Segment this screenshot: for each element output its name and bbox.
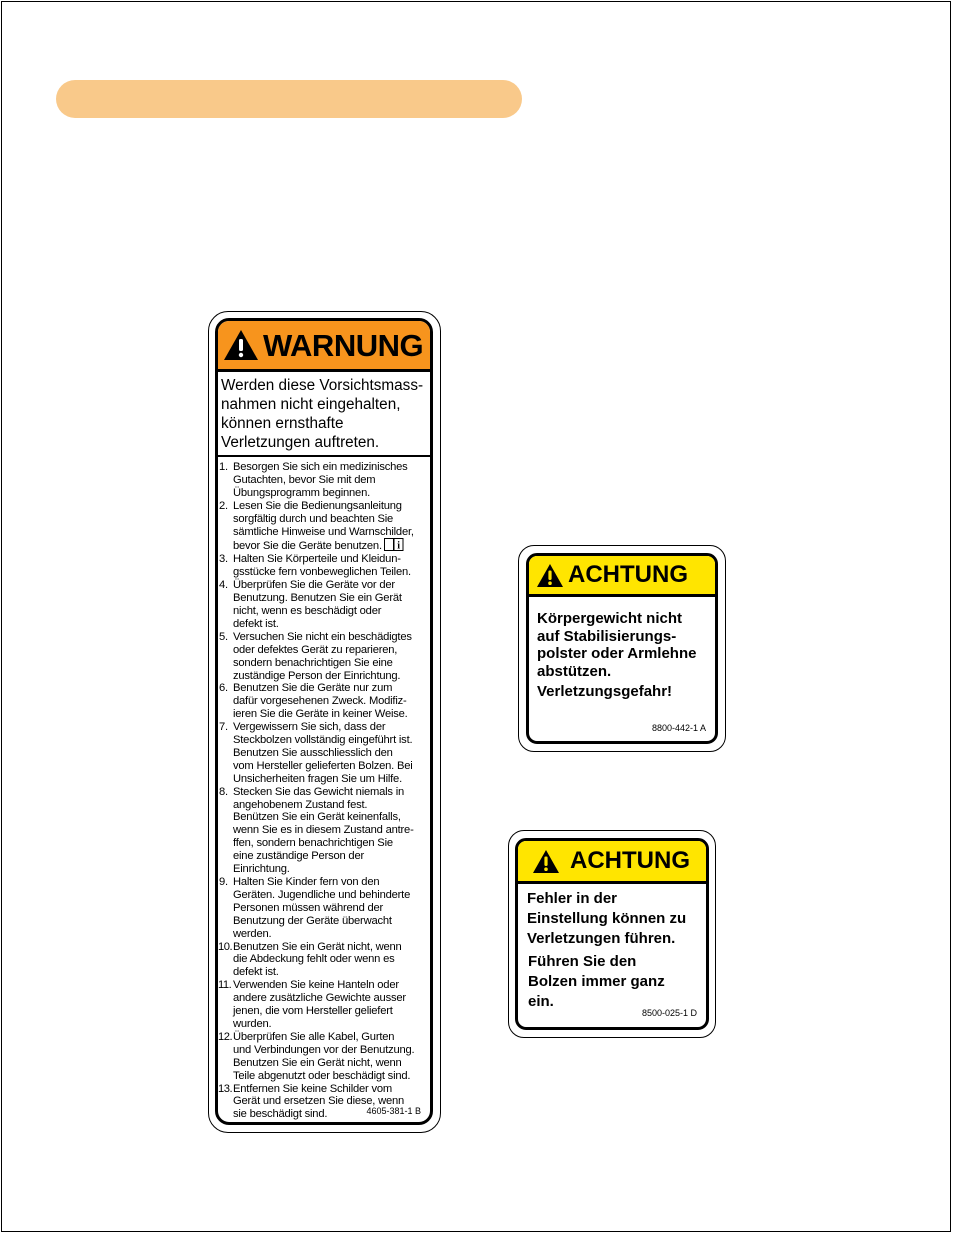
warnung-item-text: Verwenden Sie keine Hanteln oder andere zusätzliche Gewichte ausser jenen, die vom Hersteller geliefert wurden. (233, 979, 406, 1030)
warning-triangle-icon (536, 563, 564, 588)
achtung-2-title: ACHTUNG (570, 847, 690, 874)
warnung-item-number: 7. (219, 721, 228, 734)
warnung-item-text: Halten Sie Kinder fern von den Geräten. Jugendliche und behinderte Personen müssen während der Benutzung der Geräte überwacht werden. (233, 876, 411, 940)
svg-text:i: i (397, 540, 400, 552)
warning-triangle-icon (223, 329, 259, 361)
warnung-item (218, 579, 430, 631)
warnung-item-number: 12. (218, 1030, 233, 1043)
achtung-2-action: Führen Sie den Bolzen immer ganz ein. (528, 953, 665, 1010)
warnung-item-text: Benutzen Sie ein Gerät nicht, wenn die Abdeckung fehlt oder wenn es defekt ist. (233, 940, 402, 979)
warnung-item (218, 461, 430, 500)
warnung-item-text: Versuchen Sie nicht ein beschädigtes oder defektes Gerät zu reparieren, sondern benachrichtigen Sie eine zuständige Person der Einrichtung. (233, 630, 412, 682)
warnung-item-number: 9. (219, 876, 228, 888)
warnung-item-text: Überprüfen Sie alle Kabel, Gurten und Verbindungen vor der Benutzung. Benutzen Sie ein Gerät nicht, wenn Teile abgenutzt oder beschädigt sind. (233, 1030, 415, 1082)
warnung-item-text: Halten Sie Körperteile und Kleidun- gsstücke fern vonbeweglichen Teilen. (233, 553, 411, 579)
warnung-item-text: Lesen Sie die Bedienungsanleitung sorgfältig durch und beachten Sie sämtliche Hinweise und Warnschilder, bevor Sie die Geräte benutzen. i (233, 499, 414, 553)
warnung-item (218, 786, 430, 876)
warnung-item (218, 553, 430, 579)
warnung-item (218, 876, 430, 941)
achtung-1-code: 8800-442-1 A (651, 723, 706, 733)
warnung-item-number: 11. (218, 979, 232, 992)
warnung-item-number: 4. (219, 579, 228, 592)
warnung-item (218, 500, 430, 554)
warnung-item-text: Besorgen Sie sich ein medizinisches Gutachten, bevor Sie mit dem Übungsprogramm beginnen. (233, 461, 408, 499)
achtung-2-body: Fehler in der Einstellung können zu Verletzungen führen. (527, 890, 687, 947)
warnung-item-number: 1. (219, 461, 228, 473)
achtung-1-danger: Verletzungsgefahr! (537, 683, 673, 700)
achtung-2-header (518, 841, 706, 884)
warnung-label (208, 311, 441, 1133)
warnung-item (218, 721, 430, 786)
warnung-item-number: 6. (219, 682, 228, 695)
warnung-label-inner (215, 318, 433, 1125)
warnung-item-number: 3. (219, 553, 228, 566)
warnung-item (218, 682, 430, 721)
warnung-item-number: 8. (219, 785, 228, 798)
warnung-item (218, 631, 430, 683)
warnung-item-text: Stecken Sie das Gewicht niemals in angehobenem Zustand fest. Benützen Sie ein Gerät keinenfalls, wenn Sie es in diesem Zustand antre- ffen, sondern benachrichtigen Sie eine zuständige Person der Einrichtung. (233, 785, 414, 876)
warnung-item-number: 5. (219, 630, 228, 643)
section-header-bar (56, 80, 522, 118)
warnung-header (218, 321, 430, 369)
warnung-item (218, 941, 430, 980)
warnung-item (218, 1031, 430, 1083)
warnung-item-number: 2. (219, 499, 228, 512)
warnung-list (218, 457, 430, 1121)
warnung-title: WARNUNG (263, 327, 424, 363)
achtung-label-1-inner (526, 553, 718, 744)
achtung-1-body: Körpergewicht nicht auf Stabilisierungs- polster oder Armlehne abstützen. (537, 610, 697, 680)
warnung-item-text: Benutzen Sie die Geräte nur zum dafür vorgesehenen Zweck. Modifiz- ieren Sie die Geräte in keiner Weise. (233, 682, 408, 721)
warnung-item (218, 979, 430, 1031)
warnung-item-number: 13. (218, 1082, 233, 1095)
warnung-intro: Werden diese Vorsichtsmass- nahmen nicht eingehalten, können ernsthafte Verletzungen auftreten. (218, 369, 430, 457)
warnung-item-text: Entfernen Sie keine Schilder vom Gerät und ersetzen Sie diese, wenn sie beschädigt sind. (233, 1082, 405, 1121)
achtung-label-2-inner (515, 838, 709, 1030)
warnung-item-number: 10. (218, 940, 233, 953)
achtung-1-header (529, 556, 715, 597)
warnung-code: 4605-381-1 B (366, 1106, 421, 1116)
page-border (1, 1, 951, 1232)
warnung-item-text: Vergewissern Sie sich, dass der Steckbolzen vollständig eingeführt ist. Benutzen Sie ausschliesslich den vom Hersteller gelieferten Bolzen. Bei Unsicherheiten fragen Sie um Hilfe. (233, 721, 413, 785)
achtung-2-code: 8500-025-1 D (641, 1008, 697, 1018)
warnung-item-text: Überprüfen Sie die Geräte vor der Benutzung. Benutzen Sie ein Gerät nicht, wenn es beschädigt oder defekt ist. (233, 579, 402, 630)
manual-book-icon (384, 538, 404, 551)
achtung-label-2 (508, 830, 716, 1038)
achtung-label-1 (518, 545, 726, 752)
warning-triangle-icon (532, 849, 560, 874)
achtung-1-title: ACHTUNG (568, 561, 688, 588)
